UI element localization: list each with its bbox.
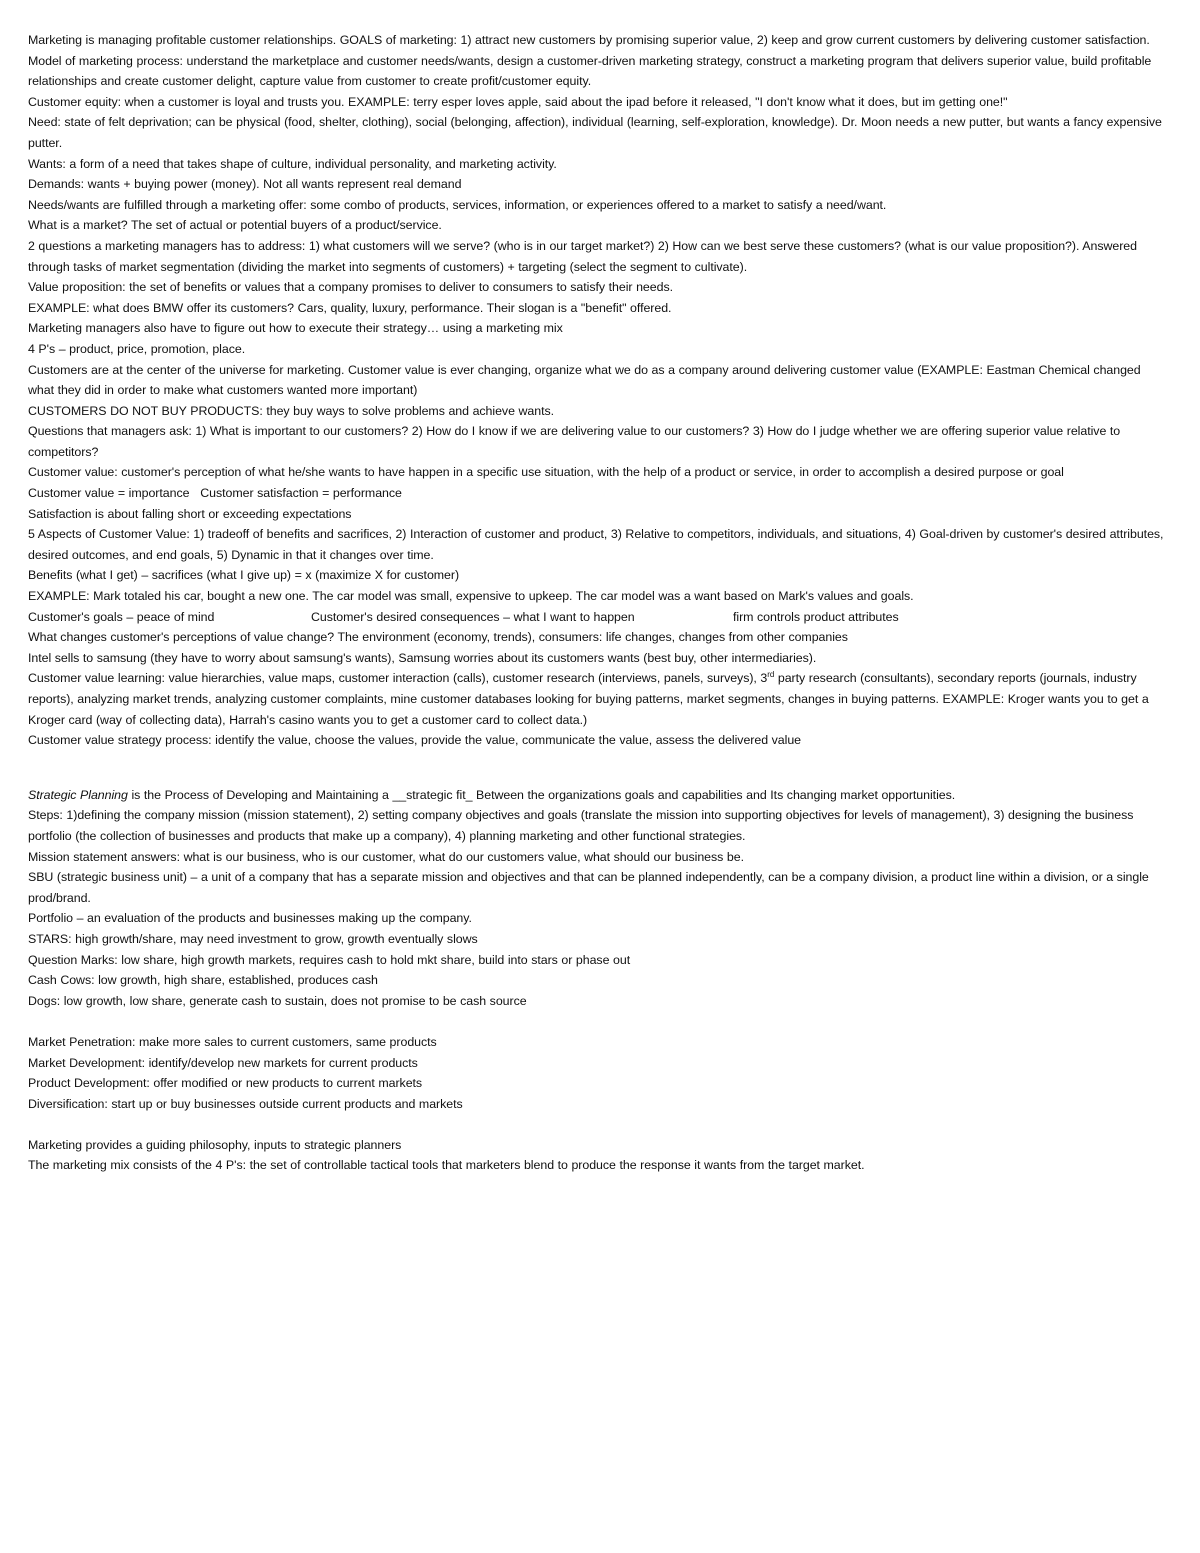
superscript: rd: [767, 670, 775, 680]
paragraph: Market Penetration: make more sales to current customers, same products: [28, 1034, 437, 1049]
tab-cell-attributes: firm controls product attributes: [733, 609, 899, 624]
tab-cell-consequences: Customer's desired consequences – what I want to happen: [311, 609, 635, 624]
text-run: Customer value learning: value hierarchies, value maps, customer interaction (calls), customer research (interviews, panels, surveys), 3: [28, 671, 768, 686]
section-marketing-basics: [28, 30, 1168, 751]
italic-term: Strategic Planning: [28, 787, 128, 802]
paragraph: CUSTOMERS DO NOT BUY PRODUCTS: they buy ways to solve problems and achieve wants.: [28, 403, 555, 418]
paragraph: Model of marketing process: understand the marketplace and customer needs/wants, design a customer-driven marketing strategy, construct a marketing program that delivers superior value, build profitable relationships and create customer delight, capture value from customer to create profit/customer equity.: [28, 53, 1152, 89]
section-growth-strategies: [28, 1032, 1168, 1114]
paragraph: Cash Cows: low growth, high share, established, produces cash: [28, 973, 378, 988]
paragraph: Satisfaction is about falling short or exceeding expectations: [28, 506, 352, 521]
paragraph: Question Marks: low share, high growth markets, requires cash to hold mkt share, build into stars or phase out: [28, 952, 631, 967]
section-marketing-role: [28, 1135, 1168, 1176]
paragraph: Diversification: start up or buy businesses outside current products and markets: [28, 1096, 463, 1111]
text-run: party research (consultants), secondary reports (journals, industry reports), analyzing market trends, analyzing customer complaints, mine customer databases looking for buying patterns, market segments, changes in buying patterns. EXAMPLE: Kroger wants you to get a Kroger card (way of collecting data), Harrah's casino wants you to get a customer card to collect data.): [28, 671, 1149, 727]
tabbed-line: [28, 607, 1168, 628]
spacer: [28, 1011, 1168, 1032]
paragraph: What is a market? The set of actual or potential buyers of a product/service.: [28, 218, 442, 233]
paragraph: 5 Aspects of Customer Value: 1) tradeoff of benefits and sacrifices, 2) Interaction of customer and product, 3) Relative to competitors, individuals, and situations, 4) Goal-driven by customer's desired attributes, desired outcomes, and end goals, 5) Dynamic in that it changes over time.: [28, 527, 1164, 562]
paragraph: EXAMPLE: what does BMW offer its customers? Cars, quality, luxury, performance. Their slogan is a "benefit" offered.: [28, 300, 672, 315]
paragraph: 4 P's – product, price, promotion, place.: [28, 341, 246, 356]
paragraph: Intel sells to samsung (they have to worry about samsung's wants), Samsung worries about its customers wants (best buy, other intermediaries).: [28, 650, 817, 665]
paragraph: Portfolio – an evaluation of the products and businesses making up the company.: [28, 911, 472, 926]
tab-cell-goals: Customer's goals – peace of mind: [28, 609, 215, 624]
paragraph: SBU (strategic business unit) – a unit of a company that has a separate mission and objectives and that can be planned independently, can be a company division, a product line within a division, or a single prod/brand.: [28, 870, 1149, 905]
paragraph: Needs/wants are fulfilled through a marketing offer: some combo of products, services, information, or experiences offered to a market to satisfy a need/want.: [28, 197, 887, 212]
document-page: [28, 30, 1168, 1176]
paragraph: Dogs: low growth, low share, generate cash to sustain, does not promise to be cash source: [28, 993, 527, 1008]
paragraph: Customer value strategy process: identify the value, choose the values, provide the value, communicate the value, assess the delivered value: [28, 733, 802, 748]
paragraph: Steps: 1)defining the company mission (mission statement), 2) setting company objectives and goals (translate the mission into supporting objectives for levels of management), 3) designing the business portfolio (the collection of businesses and products that make up a company), 4) planning marketing and other functional strategies.: [28, 808, 1134, 843]
spacer: [28, 1114, 1168, 1135]
paragraph: EXAMPLE: Mark totaled his car, bought a new one. The car model was small, expensive to upkeep. The car model was a want based on Mark's values and goals.: [28, 589, 914, 604]
paragraph: Wants: a form of a need that takes shape of culture, individual personality, and marketing activity.: [28, 156, 557, 171]
paragraph: Marketing managers also have to figure out how to execute their strategy… using a marketing mix: [28, 321, 563, 336]
paragraph: Customer equity: when a customer is loyal and trusts you. EXAMPLE: terry esper loves apple, said about the ipad before it released, "I don't know what it does, but im getting one!": [28, 94, 1008, 109]
paragraph: Need: state of felt deprivation; can be physical (food, shelter, clothing), social (belonging, affection), individual (learning, self-exploration, knowledge). Dr. Moon needs a new putter, but wants a fancy expensive putter.: [28, 115, 1162, 150]
section-strategic-planning: [28, 785, 1168, 1012]
paragraph: Benefits (what I get) – sacrifices (what I give up) = x (maximize X for customer): [28, 568, 460, 583]
paragraph: Market Development: identify/develop new markets for current products: [28, 1055, 418, 1070]
text-run: is the Process of Developing and Maintaining a __strategic fit_ Between the organizations goals and capabilities and Its changing market opportunities.: [127, 787, 956, 802]
paragraph: Customer value: customer's perception of what he/she wants to have happen in a specific use situation, with the help of a product or service, in order to accomplish a desired purpose or goal: [28, 465, 1064, 480]
paragraph: [28, 668, 1168, 730]
paragraph: Questions that managers ask: 1) What is important to our customers? 2) How do I know if we are delivering value to our customers? 3) How do I judge whether we are offering superior value relative to competitors?: [28, 424, 1121, 459]
paragraph: [28, 785, 1168, 806]
spacer: [28, 751, 1168, 785]
paragraph: Customers are at the center of the universe for marketing. Customer value is ever changing, organize what we do as a company around delivering customer value (EXAMPLE: Eastman Chemical changed what they did in order to make what customers wanted more important): [28, 362, 1141, 398]
paragraph: Marketing provides a guiding philosophy, inputs to strategic planners: [28, 1137, 402, 1152]
paragraph: 2 questions a marketing managers has to address: 1) what customers will we serve? (who is in our target market?) 2) How can we best serve these customers? (what is our value proposition?). Answered through tasks of market segmentation (dividing the market into segments of customers) + targeting (select the segment to cultivate).: [28, 238, 1137, 274]
paragraph: Product Development: offer modified or new products to current markets: [28, 1076, 423, 1091]
paragraph: Demands: wants + buying power (money). Not all wants represent real demand: [28, 177, 462, 192]
paragraph: Mission statement answers: what is our business, who is our customer, what do our customers value, what should our business be.: [28, 849, 744, 864]
paragraph: Customer value = importance Customer satisfaction = performance: [28, 486, 402, 501]
paragraph: Marketing is managing profitable customer relationships. GOALS of marketing: 1) attract new customers by promising superior value, 2) keep and grow current customers by delivering customer satisfaction.: [28, 33, 1150, 47]
paragraph: Value proposition: the set of benefits or values that a company promises to deliver to consumers to satisfy their needs.: [28, 280, 673, 295]
paragraph: STARS: high growth/share, may need investment to grow, growth eventually slows: [28, 931, 478, 946]
paragraph: The marketing mix consists of the 4 P's: the set of controllable tactical tools that marketers blend to produce the response it wants from the target market.: [28, 1158, 865, 1173]
paragraph: What changes customer's perceptions of value change? The environment (economy, trends), consumers: life changes, changes from other companies: [28, 630, 848, 645]
